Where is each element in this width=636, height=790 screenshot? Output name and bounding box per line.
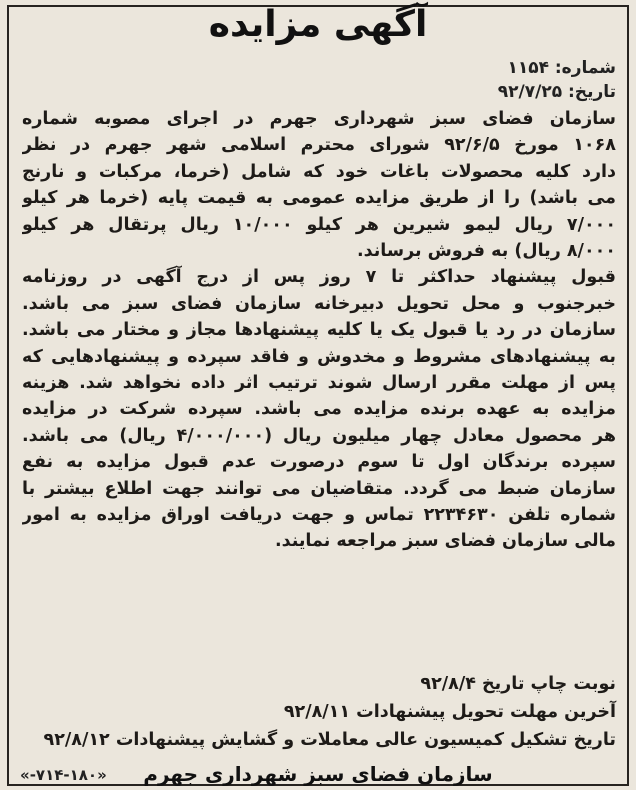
notice-title: آگهی مزایده: [208, 4, 428, 45]
paragraph2-line: هر محصول معادل چهار میلیون ریال (۴/۰۰۰/۰۰۰ ریال) می باشد.: [22, 425, 616, 446]
notice-number: شماره: ۱۱۵۴: [507, 58, 616, 78]
paragraph2-line: سازمان در رد یا قبول یک یا کلیه پیشنهادها مجاز و مختار می باشد.: [22, 320, 616, 341]
ad-code: «۷۱۴-۱۸۰-»: [20, 766, 107, 784]
commission-date: تاریخ تشکیل کمیسیون عالی معاملات و گشایش پیشنهادات ۹۲/۸/۱۲: [43, 730, 616, 750]
paragraph2-line: پس از مهلت مقرر ارسال شوند ترتیب اثر داده نخواهد شد. هزینه: [22, 373, 616, 393]
paragraph2-line: سپرده برندگان اول تا سوم درصورت عدم قبول مزایده به نفع: [22, 452, 616, 473]
paragraph2-line: مزایده به عهده برنده مزایده می باشد. سپرده شرکت در مزایده: [22, 399, 616, 420]
submission-deadline: آخرین مهلت تحویل پیشنهادات ۹۲/۸/۱۱: [283, 702, 616, 722]
paragraph1-line: ۱۰۶۸ مورخ ۹۲/۶/۵ شورای محترم اسلامی شهر جهرم در نظر: [22, 135, 616, 156]
paragraph2-line: مالی سازمان فضای سبز مراجعه نمایند.: [274, 531, 616, 552]
paragraph2-line: خبرجنوب و محل تحویل دبیرخانه سازمان فضای سبز می باشد.: [22, 293, 616, 314]
organization-signature: سازمان فضای سبز شهرداری جهرم: [143, 762, 493, 786]
paragraph1-line: دارد کلیه محصولات باغات خود که شامل (خرما، مرکبات و نارنج: [22, 161, 616, 182]
paragraph2-line: قبول پیشنهاد حداکثر تا ۷ روز پس از درج آگهی در روزنامه: [22, 267, 616, 288]
paragraph1-line: می باشد) را از طریق مزایده عمومی به قیمت پایه (خرما هر کیلو: [22, 188, 616, 209]
paragraph1-line: سازمان فضای سبز شهرداری جهرم در اجرای مصوبه شماره: [22, 109, 616, 129]
paragraph2-line: به پیشنهادهای مشروط و مخدوش و فاقد سپرده و پیشنهادهایی که: [22, 346, 616, 367]
paragraph2-line: شماره تلفن ۲۲۳۴۶۳۰ تماس و جهت دریافت اوراق مزایده به امور: [22, 505, 616, 525]
print-date: نوبت چاپ تاریخ ۹۲/۸/۴: [420, 674, 616, 694]
notice-date: تاریخ: ۹۲/۷/۲۵: [497, 82, 616, 102]
paragraph2-line: سازمان ضبط می گردد. متقاضیان می توانند جهت اطلاع بیشتر با: [22, 478, 616, 499]
paragraph1-line: ۸/۰۰۰ ریال) به فروش برساند.: [356, 241, 616, 261]
paragraph1-line: ۷/۰۰۰ ریال لیمو شیرین هر کیلو ۱۰/۰۰۰ ریال پرتقال هر کیلو: [22, 214, 616, 235]
